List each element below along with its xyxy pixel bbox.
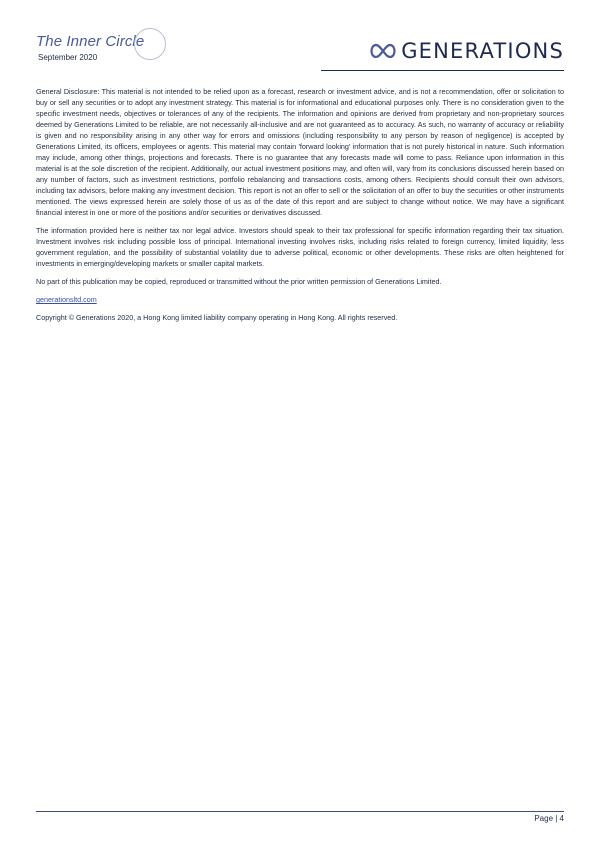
website-link[interactable]: generationsltd.com xyxy=(36,295,97,304)
infinity-logo-icon xyxy=(368,41,398,61)
page-header xyxy=(36,34,564,72)
newsletter-title: The Inner Circle xyxy=(36,33,145,50)
page-number: Page | 4 xyxy=(534,814,564,823)
footer-divider xyxy=(36,811,564,812)
newsletter-date: September 2020 xyxy=(38,53,98,62)
general-disclosure-paragraph: General Disclosure: This material is not intended to be relied upon as a forecast, research or investment advice, and is not a recommendation, offer or solicitation to buy or sell any securities or to adopt any investment strategy. This material is for informational and educational purposes only. There is no consideration given to the specific investment needs, objectives or tolerances of any of the recipients. The information and opinions are derived from proprietary and non-proprietary sources deemed by Generations Limited to be reliable, are not necessarily all-inclusive and are not guaranteed as to accuracy. As such, no warranty of accuracy or reliability is given and no responsibility arising in any other way for errors and omissions (including responsibility to any person by reason of negligence) is accepted by Generations Limited, its officers, employees or agents. This material may contain 'forward looking' information that is not purely historical in nature. Such information may include, among other things, projections and forecasts. There is no guarantee that any forecasts made will come to pass. Reliance upon information in this material is at the sole discretion of the recipient. Additionally, our actual investment positions may, and often will, vary from its conclusions discussed herein based on any number of factors, such as investment restrictions, portfolio rebalancing and transactions costs, among others. Recipients should consult their own advisors, including tax advisors, before making any investment decision. This report is not an offer to sell or the solicitation of an offer to buy the securities or other instruments mentioned. The views expressed herein are solely those of us as of the date of this report and are subject to change without notice. We may have a significant financial interest in one or more of the positions and/or securities or derivatives discussed. xyxy=(36,87,564,217)
brand-name: GENERATIONS xyxy=(401,39,564,63)
newsletter-masthead xyxy=(36,34,144,62)
copyright-paragraph: Copyright © Generations 2020, a Hong Kong limited liability company operating in Hong Kong. All rights reserved. xyxy=(36,313,398,322)
circle-ornament-icon xyxy=(134,28,166,60)
header-divider xyxy=(321,70,564,71)
tax-advice-paragraph: The information provided here is neither tax nor legal advice. Investors should speak to their tax professional for specific information regarding their tax situation. Investment involves risk including possible loss of principal. International investing involves risks, including risks related to foreign currency, limited liquidity, less government regulation, and the possibility of substantial volatility due to adverse political, economic or other developments. These risks are often heightened for investments in emerging/developing markets or smaller capital markets. xyxy=(36,226,564,268)
disclosure-content xyxy=(36,86,564,330)
brand-logo xyxy=(368,40,564,62)
copy-notice-paragraph: No part of this publication may be copied, reproduced or transmitted without the prior written permission of Generations Limited. xyxy=(36,277,442,286)
